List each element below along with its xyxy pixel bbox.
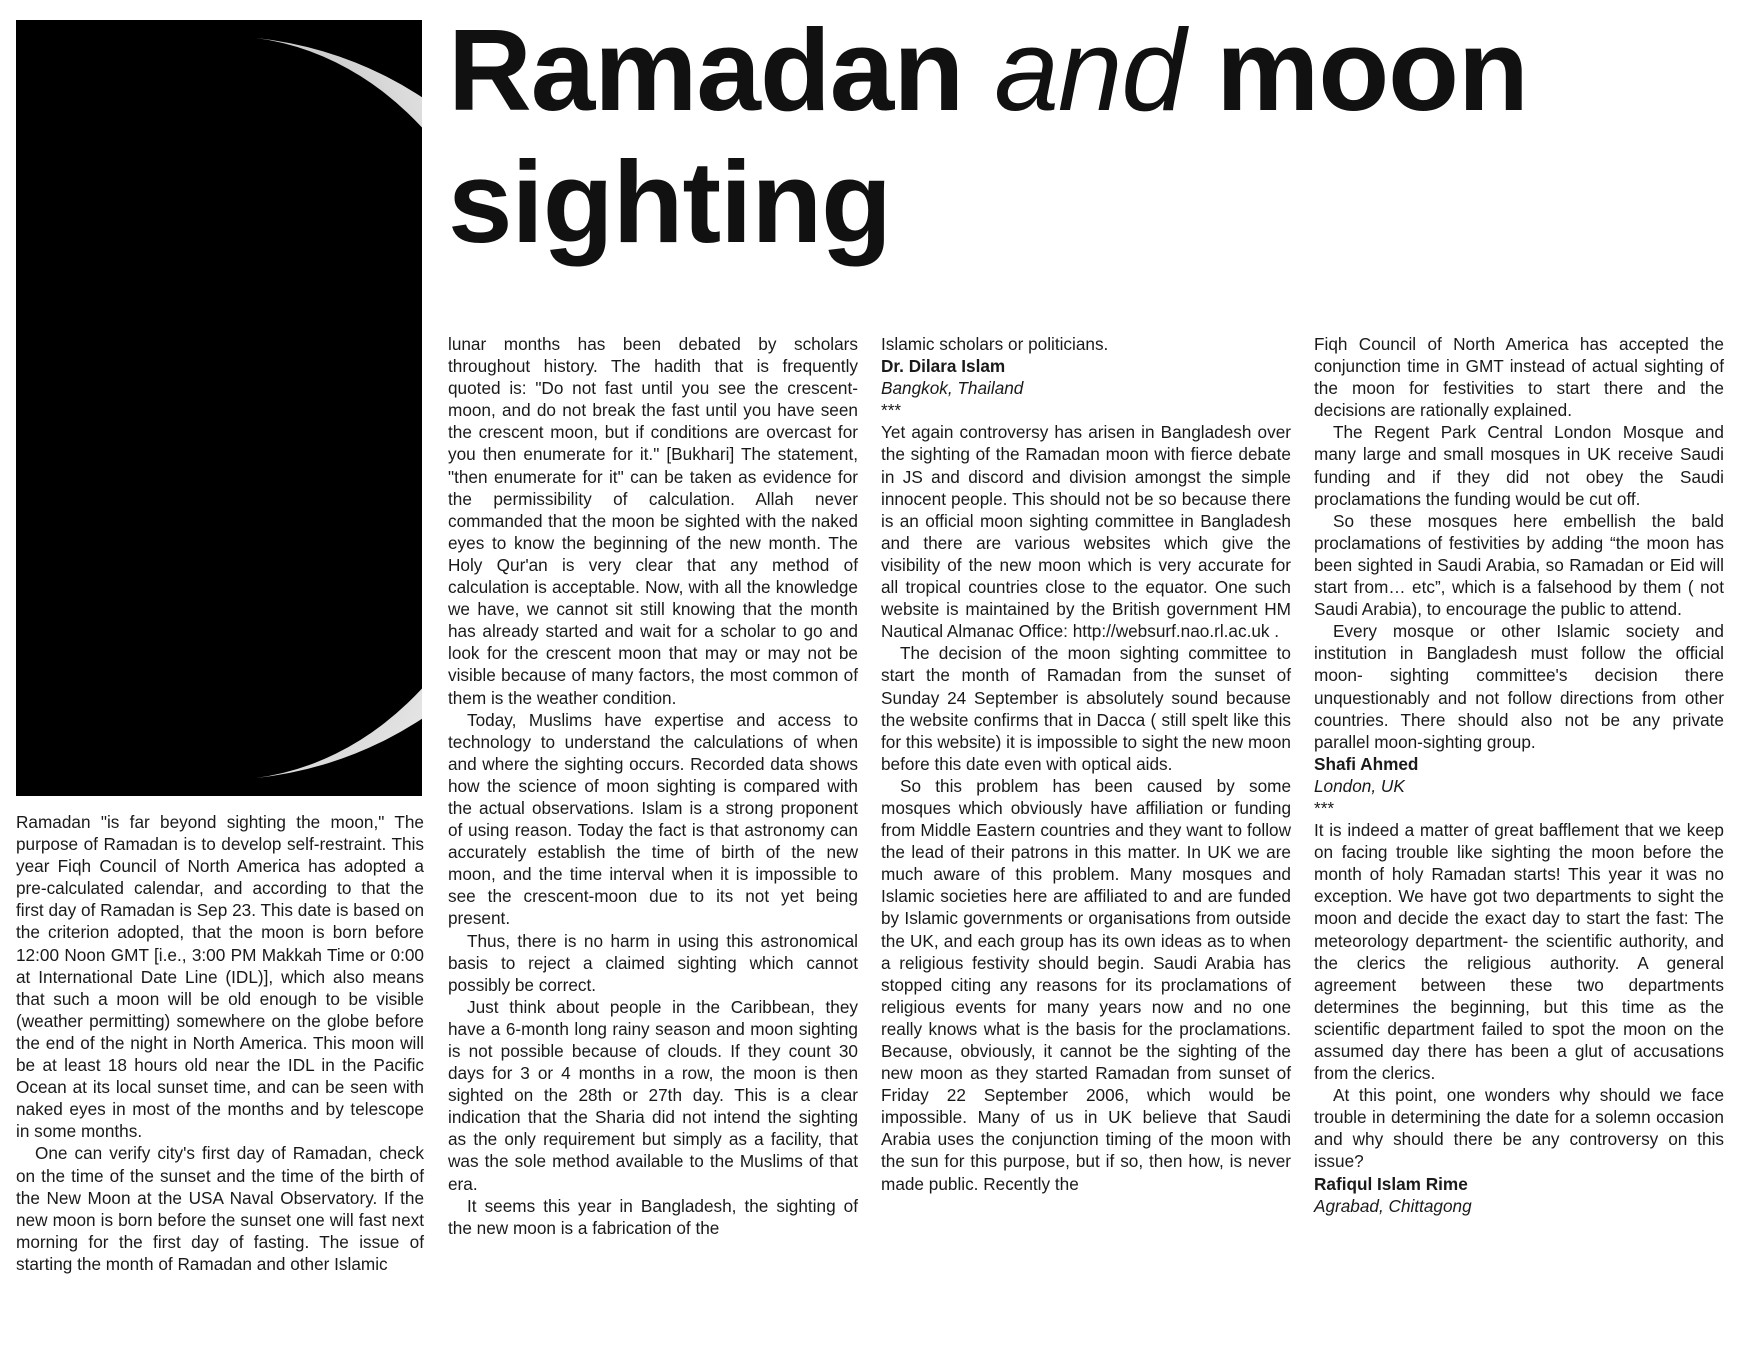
- paragraph: It seems this year in Bangladesh, the sighting of the new moon is a fabrication of the: [448, 1195, 858, 1238]
- paragraph: The Regent Park Central London Mosque and many large and small mosques in UK receive Saudi funding and if they did not obey the Saudi proclamations the funding would be cut off.: [1314, 422, 1724, 509]
- article-headline: [448, 4, 1728, 268]
- headline-part-3: moon sighting: [448, 5, 1528, 267]
- paragraph: Today, Muslims have expertise and access to technology to understand the calculations of when and where the sighting occurs. Recorded data shows how the science of moon sighting is compared with the actual observations. Islam is a strong proponent of using reason. Today the fact is that astronomy can accurately establish the time of birth of the new moon, and the time interval when it is impossible to see the crescent-moon due to its not yet being present.: [448, 709, 858, 929]
- crescent-moon-photo: [16, 20, 422, 796]
- paragraph: lunar months has been debated by scholars throughout history. The hadith that is frequently quoted is: "Do not fast until you see the crescent-moon, and do not break the fast until you have seen the crescent moon, but if conditions are overcast for you then enumerate for it." [Bukhari] The statement, "then enumerate for it" can be taken as evidence for the permissibility of calculation. Allah never commanded that the moon be sighted with the naked eyes to know the beginning of the new month. The Holy Qur'an is very clear that any method of calculation is acceptable. Now, with all the knowledge we have, we cannot sit still knowing that the month has already started and wait for a scholar to go and look for the crescent moon that may or may not be visible because of many factors, the most common of them is the weather condition.: [448, 334, 858, 708]
- paragraph: It is indeed a matter of great bafflement that we keep on facing trouble like sighting the moon before the month of holy Ramadan starts! This year it was no exception. We have got two departments to sight the moon and decide the exact day to start the fast: The meteorology department- the scientific authority, and the clerics the religious authority. A general agreement between these two departments determines the beginning, but this time as the scientific department failed to spot the moon on the assumed day there has been a glut of accusations from the clerics.: [1314, 820, 1724, 1084]
- paragraph: Yet again controversy has arisen in Bangladesh over the sighting of the Ramadan moon with fierce debate in JS and discord and division amongst the simple innocent people. This should not be so because there is an official moon sighting committee in Bangladesh and there are various websites which give the visibility of the new moon which is very accurate for all tropical countries close to the equator. One such website is maintained by the British government HM Nautical Almanac Office: http://websurf.nao.rl.ac.uk .: [881, 422, 1291, 642]
- letter-author-name: Shafi Ahmed: [1314, 753, 1419, 774]
- paragraph: Fiqh Council of North America has accepted the conjunction time in GMT instead of actual sighting of the moon for festivities to start there and the decisions are rationally explained.: [1314, 334, 1724, 421]
- text-column-3: [881, 333, 1291, 1195]
- paragraph: Ramadan "is far beyond sighting the moon," The purpose of Ramadan is to develop self-restraint. This year Fiqh Council of North America has adopted a pre-calculated calendar, and according to that the first day of Ramadan is Sep 23. This date is based on the criterion adopted, that the moon is born before 12:00 Noon GMT [i.e., 3:00 PM Makkah Time or 0:00 at International Date Line (IDL)], which also means that such a moon will be old enough to be visible (weather permitting) somewhere on the globe before the end of the night in North America. This moon will be at least 18 hours old near the IDL in the Pacific Ocean at its local sunset time, and can be seen with naked eyes in most of the months and by telescope in some months.: [16, 812, 424, 1142]
- headline-part-1: Ramadan: [448, 5, 995, 135]
- letter-author-name: Dr. Dilara Islam: [881, 356, 1006, 377]
- paragraph: Just think about people in the Caribbean, they have a 6-month long rainy season and moon sighting is not possible because of clouds. If they count 30 days for 3 or 4 months in a row, the moon is then sighted on the 28th or 27th day. This is a clear indication that the Sharia did not intend the sighting as the only requirement but simply as a facility, that was the sole method available to the Muslims of that era.: [448, 996, 858, 1194]
- letter-author-location: Agrabad, Chittagong: [1314, 1195, 1472, 1216]
- text-column-4: [1314, 333, 1724, 1217]
- headline-part-2: and: [994, 5, 1185, 135]
- letter-author-name: Rafiqul Islam Rime: [1314, 1173, 1468, 1194]
- text-column-2: [448, 333, 858, 1239]
- letter-author-location: Bangkok, Thailand: [881, 378, 1024, 399]
- crescent-moon-image: [16, 20, 422, 796]
- letter-author-location: London, UK: [1314, 775, 1405, 796]
- paragraph: At this point, one wonders why should we face trouble in determining the date for a solemn occasion and why should there be any controversy on this issue?: [1314, 1085, 1724, 1172]
- paragraph: So these mosques here embellish the bald proclamations of festivities by adding “the moon has been sighted in Saudi Arabia, so Ramadan or Eid will start from… etc”, which is a falsehood by them ( not Saudi Arabia), to encourage the public to attend.: [1314, 510, 1724, 620]
- letter-separator: ***: [881, 400, 902, 421]
- text-column-1: [16, 811, 424, 1275]
- paragraph: Thus, there is no harm in using this astronomical basis to reject a claimed sighting which cannot possibly be correct.: [448, 930, 858, 995]
- paragraph: The decision of the moon sighting committee to start the month of Ramadan from the sunset of Sunday 24 September is absolutely sound because the website confirms that in Dacca ( still spelt like this for this website) it is impossible to sight the new moon before this date even with optical aids.: [881, 643, 1291, 774]
- paragraph: So this problem has been caused by some mosques which obviously have affiliation or funding from Middle Eastern countries and they want to follow the lead of their patrons in this matter. In UK we are much aware of this problem. Many mosques and Islamic societies here are affiliated to and are funded by Islamic governments or organisations from outside the UK, and each group has its own ideas as to when a religious festivity should begin. Saudi Arabia has stopped citing any reasons for its proclamations of religious events for many years now and no one really knows what is the basis for the proclamations. Because, obviously, it cannot be the sighting of the new moon as they started Ramadan from sunset of Friday 22 September 2006, which would be impossible. Many of us in UK believe that Saudi Arabia uses the conjunction timing of the moon with the sun for this purpose, but if so, then how, is never made public. Recently the: [881, 775, 1291, 1194]
- letter-separator: ***: [1314, 797, 1335, 818]
- paragraph: One can verify city's first day of Ramadan, check on the time of the sunset and the time of the birth of the New Moon at the USA Naval Observatory. If the new moon is born before the sunset one will fast next morning for the first day of fasting. The issue of starting the month of Ramadan and other Islamic: [16, 1143, 424, 1274]
- paragraph: Islamic scholars or politicians.: [881, 334, 1109, 354]
- paragraph: Every mosque or other Islamic society and institution in Bangladesh must follow the official moon- sighting committee's decision there unquestionably and not follow directions from other countries. There should also not be any private parallel moon-sighting group.: [1314, 621, 1724, 752]
